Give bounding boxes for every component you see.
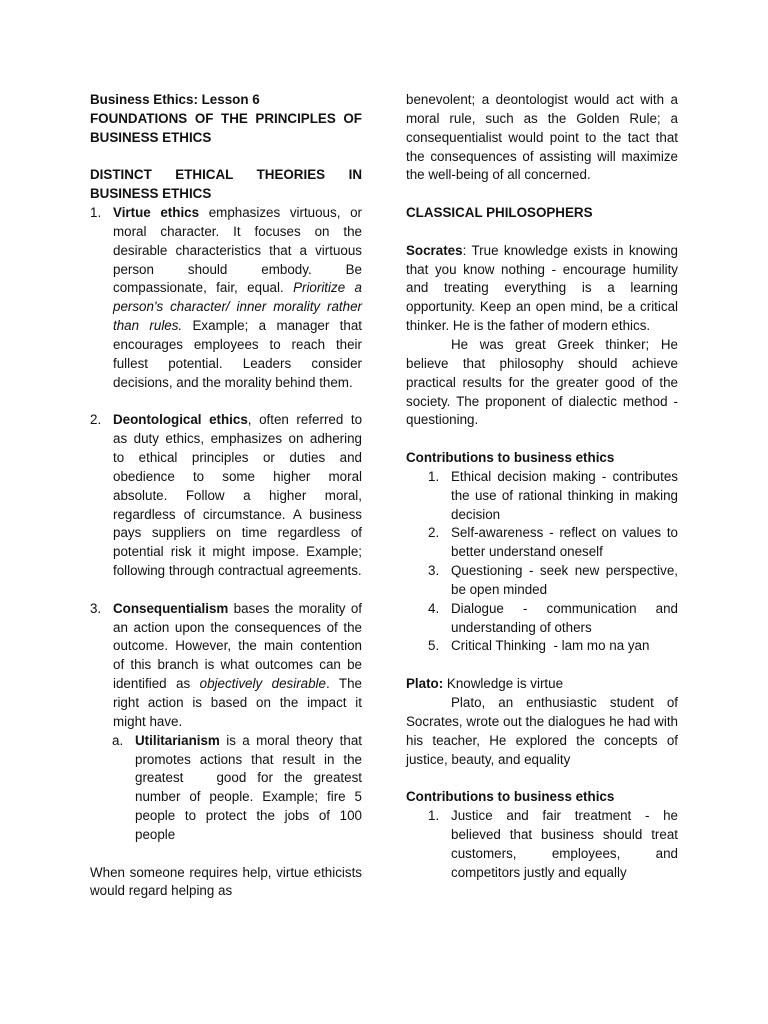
item-text: Justice and fair treatment - he believed that business should treat customers, employees, and competitors justly and equally xyxy=(451,808,678,880)
socrates-name: Socrates xyxy=(406,242,463,258)
item-text: Ethical decision making - contributes the use of rational thinking in making decision xyxy=(451,468,678,522)
list-item xyxy=(90,600,362,732)
plato-name: Plato: xyxy=(406,676,444,692)
item-number: 1. xyxy=(428,468,440,484)
list-item xyxy=(406,468,678,525)
item-number: 2. xyxy=(90,412,102,428)
item-number: 2. xyxy=(428,525,440,541)
item-term: Consequentialism xyxy=(113,600,229,616)
list-item xyxy=(406,807,678,882)
item-number: 1. xyxy=(428,808,440,824)
item-text: bases the morality of an action upon the consequences of the outcome. However, the main contention of this branch is what outcomes can be identified as xyxy=(113,600,362,692)
item-term: Deontological ethics xyxy=(113,412,248,428)
section-heading: DISTINCT ETHICAL THEORIES IN BUSINESS ETHICS xyxy=(90,167,362,202)
item-text: . The right action is based on the impact it might have. xyxy=(113,676,362,729)
item-number: 3. xyxy=(90,600,102,616)
sub-list-item xyxy=(90,732,366,845)
item-italic: objectively desirable xyxy=(199,676,326,692)
list-item xyxy=(90,411,362,581)
philosophers-heading: CLASSICAL PHILOSOPHERS xyxy=(406,205,593,221)
list-item xyxy=(406,600,678,638)
item-text: , often referred to as duty ethics, emphasizes on adhering to ethical principles or duties and obedience to some higher moral absolute. Follow a higher moral, regardless of circumstance. A business pays suppliers on time regardless of potential risk it might impose. Example; following through contractual agreements. xyxy=(113,412,363,579)
plato-line xyxy=(406,675,678,694)
item-text: Dialogue - communication and understanding of others xyxy=(451,600,678,635)
item-text: Example; a manager that encourages employees to reach their fullest potential. Leaders consider decisions, and the morality behind them. xyxy=(113,318,362,390)
item-number: 3. xyxy=(428,563,440,579)
contributions-heading: Contributions to business ethics xyxy=(406,450,615,466)
socrates-text: : True knowledge exists in knowing that you know nothing - encourage humility and treating everything is a learning opportunity. Keep an open mind, be a critical thinker. He is the father of modern ethics. xyxy=(406,242,678,334)
plato-tag: Knowledge is virtue xyxy=(443,676,564,692)
item-number: 4. xyxy=(428,600,440,616)
item-number: 5. xyxy=(428,638,440,654)
list-item xyxy=(406,562,678,600)
list-item xyxy=(90,204,362,392)
right-column xyxy=(406,91,678,882)
item-italic: Prioritize a person's character/ inner morality rather than rules. xyxy=(113,280,362,334)
left-column xyxy=(90,91,366,901)
plato-contributions-list xyxy=(406,807,678,882)
item-text: Questioning - seek new perspective, be open minded xyxy=(451,563,678,597)
socrates-paragraph-2: He was great Greek thinker; He believe that philosophy should achieve practical results for the greater good of the society. The proponent of dialectic method - questioning. xyxy=(406,336,678,428)
sub-item-text: is a moral theory that promotes actions that result in the greatest good for the greatest number of people. Example; fire 5 people to protect the jobs of 100 people xyxy=(135,732,366,842)
continuation-paragraph: benevolent; a deontologist would act with a moral rule, such as the Golden Rule; a consequentialist would point to the tact that the consequences of assisting will maximize the well-being of all concerned. xyxy=(406,92,678,183)
item-number: 1. xyxy=(90,205,102,221)
item-text: emphasizes virtuous, or moral character. It focuses on the desirable characteristics that a virtuous person should embody. Be compassionate, fair, equal. xyxy=(113,205,362,296)
sub-item-term: Utilitarianism xyxy=(135,732,220,748)
theories-list xyxy=(90,204,362,732)
sub-item-letter: a. xyxy=(112,732,124,748)
closing-paragraph: When someone requires help, virtue ethicists would regard helping as xyxy=(90,864,362,899)
sub-list xyxy=(90,732,366,845)
lesson-label: Business Ethics: Lesson 6 xyxy=(90,92,260,107)
item-text: Self-awareness - reflect on values to better understand oneself xyxy=(451,525,678,560)
list-item xyxy=(406,524,678,562)
socrates-paragraph xyxy=(406,242,678,336)
plato-paragraph: Plato, an enthusiastic student of Socrates, wrote out the dialogues he had with his teacher, He explored the concepts of justice, beauty, and equality xyxy=(406,695,678,767)
socrates-contributions-list xyxy=(406,468,678,656)
item-text: Critical Thinking - lam mo na yan xyxy=(451,638,650,654)
item-term: Virtue ethics xyxy=(113,205,200,221)
list-item xyxy=(406,637,678,656)
contributions-heading: Contributions to business ethics xyxy=(406,789,615,805)
page-title: FOUNDATIONS OF THE PRINCIPLES OF BUSINESS ETHICS xyxy=(90,110,362,145)
